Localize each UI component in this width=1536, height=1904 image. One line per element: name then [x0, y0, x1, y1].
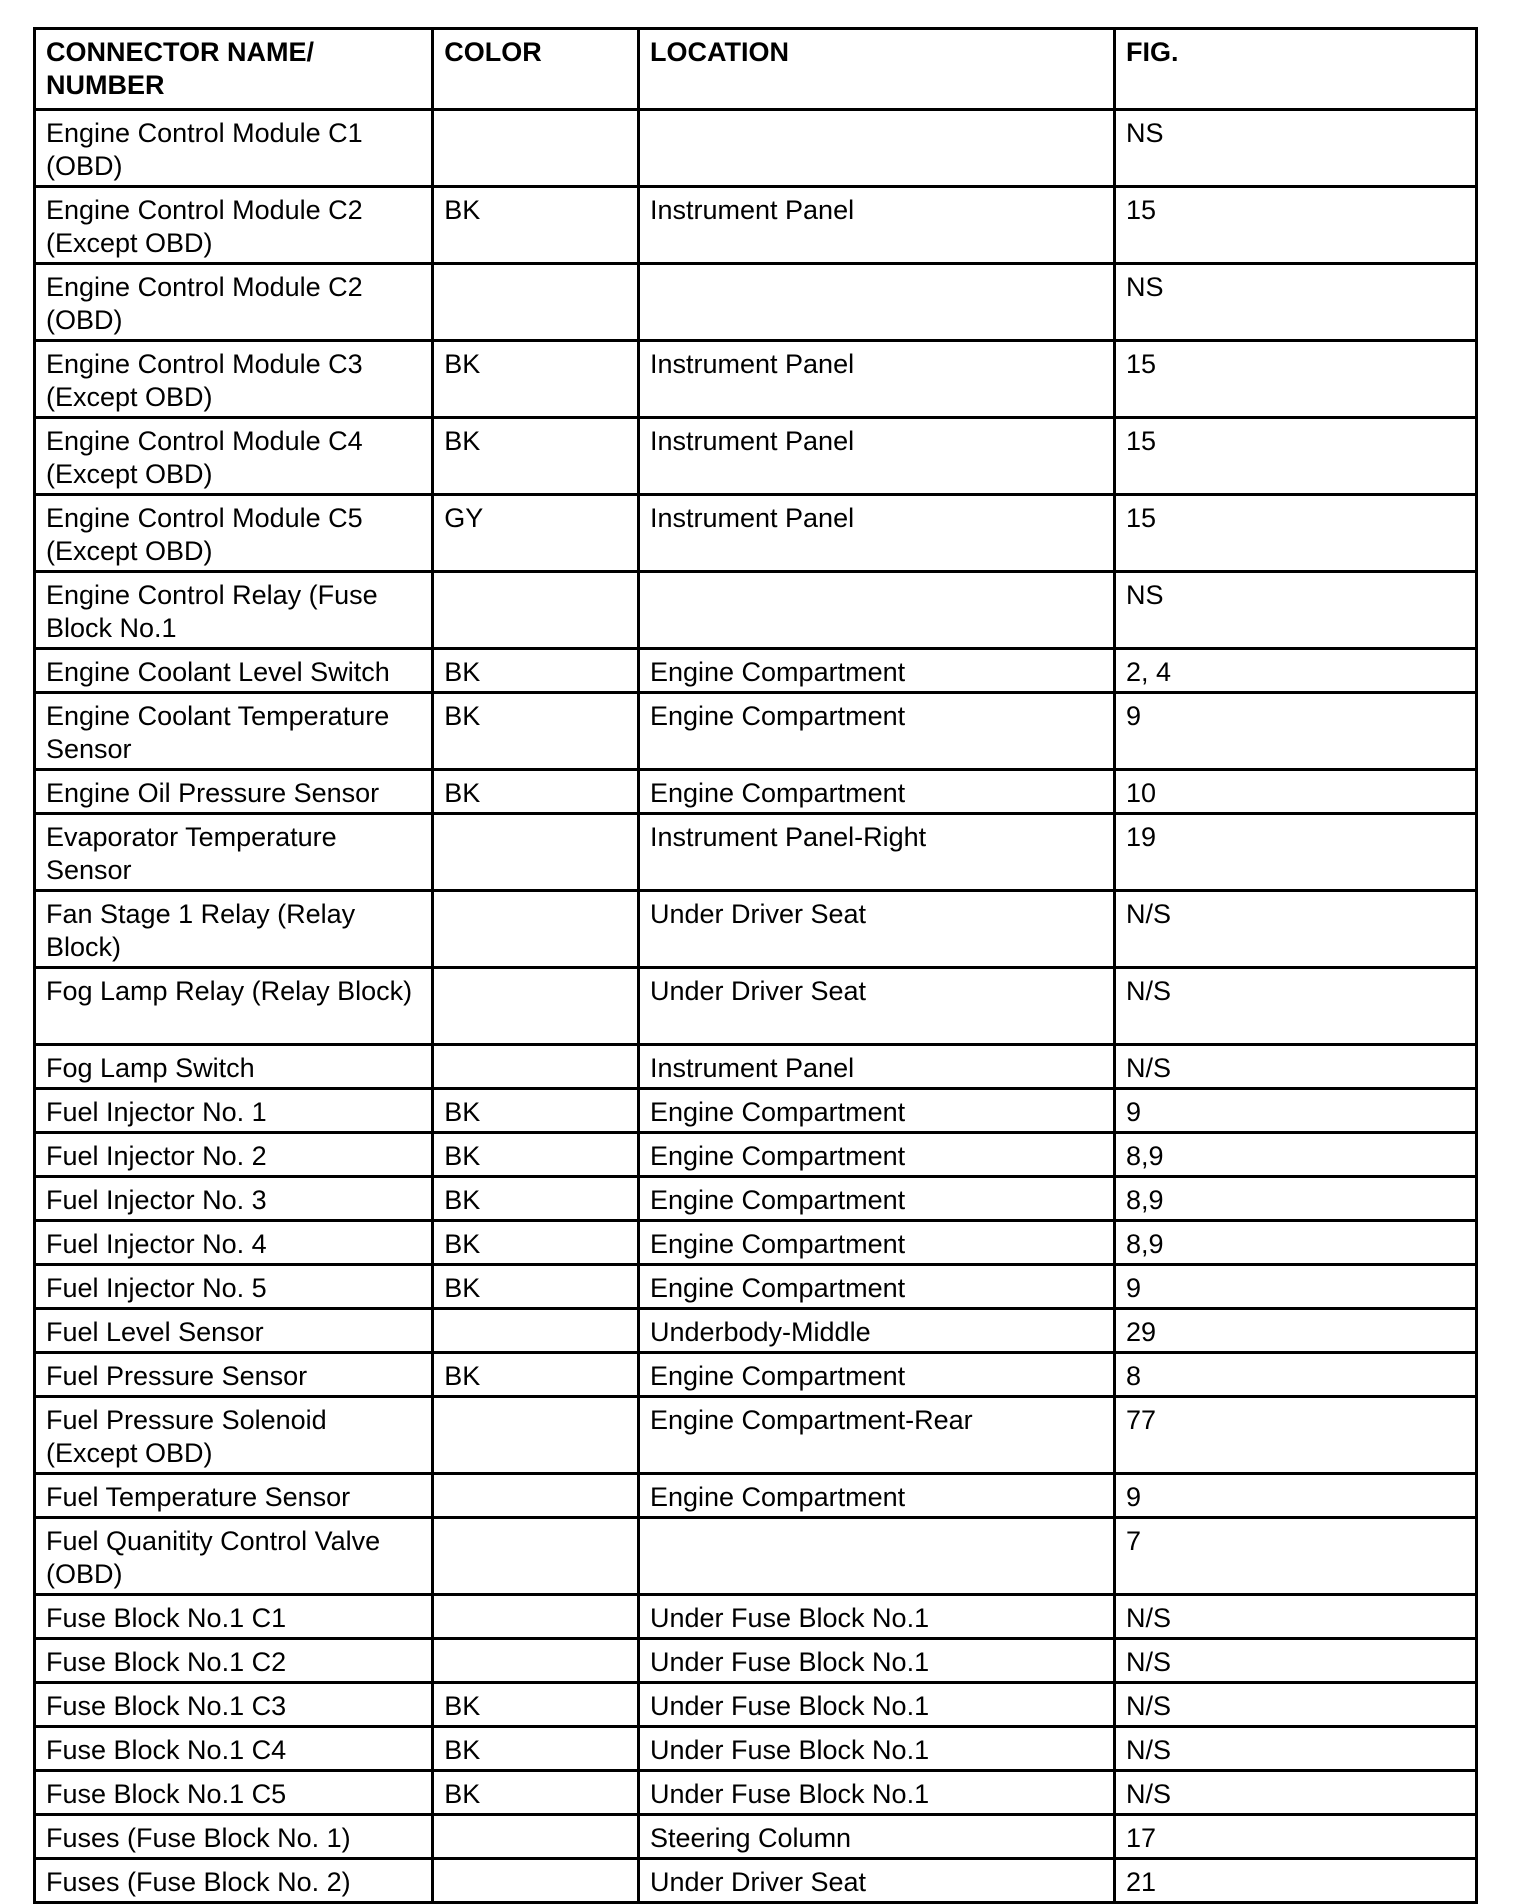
- cell-location: [638, 572, 1114, 649]
- cell-color: BK: [433, 1221, 639, 1265]
- table-row: [35, 968, 1477, 1045]
- cell-connector-name: Fuse Block No.1 C1: [35, 1595, 433, 1639]
- cell-color: [433, 968, 639, 1045]
- cell-color: [433, 264, 639, 341]
- cell-location: Under Fuse Block No.1: [638, 1771, 1114, 1815]
- cell-fig: 15: [1114, 418, 1476, 495]
- cell-color: BK: [433, 1353, 639, 1397]
- table-row: [35, 1639, 1477, 1683]
- cell-connector-name: Fog Lamp Relay (Relay Block): [35, 968, 433, 1045]
- cell-connector-name: Engine Control Module C1 (OBD): [35, 110, 433, 187]
- table-row: [35, 1859, 1477, 1903]
- cell-connector-name: Engine Control Module C3 (Except OBD): [35, 341, 433, 418]
- cell-color: BK: [433, 649, 639, 693]
- table-row: [35, 495, 1477, 572]
- cell-location: Engine Compartment-Rear: [638, 1397, 1114, 1474]
- cell-location: Under Fuse Block No.1: [638, 1727, 1114, 1771]
- cell-color: BK: [433, 693, 639, 770]
- table-row: [35, 693, 1477, 770]
- cell-connector-name: Engine Control Module C2 (OBD): [35, 264, 433, 341]
- cell-connector-name: Fan Stage 1 Relay (Relay Block): [35, 891, 433, 968]
- cell-connector-name: Fuse Block No.1 C3: [35, 1683, 433, 1727]
- cell-color: BK: [433, 1683, 639, 1727]
- cell-location: [638, 1518, 1114, 1595]
- cell-fig: 9: [1114, 1089, 1476, 1133]
- cell-connector-name: Engine Control Relay (Fuse Block No.1: [35, 572, 433, 649]
- cell-fig: NS: [1114, 264, 1476, 341]
- cell-color: [433, 110, 639, 187]
- cell-fig: 15: [1114, 187, 1476, 264]
- cell-connector-name: Fuel Level Sensor: [35, 1309, 433, 1353]
- header-color: COLOR: [433, 29, 639, 110]
- cell-color: [433, 814, 639, 891]
- table-row: [35, 1089, 1477, 1133]
- cell-fig: N/S: [1114, 1595, 1476, 1639]
- cell-location: Under Fuse Block No.1: [638, 1595, 1114, 1639]
- table-row: [35, 418, 1477, 495]
- table-row: [35, 572, 1477, 649]
- cell-location: Instrument Panel: [638, 187, 1114, 264]
- cell-color: [433, 1045, 639, 1089]
- cell-fig: 29: [1114, 1309, 1476, 1353]
- table-row: [35, 891, 1477, 968]
- cell-color: [433, 572, 639, 649]
- table-row: [35, 1221, 1477, 1265]
- cell-connector-name: Fuel Pressure Solenoid (Except OBD): [35, 1397, 433, 1474]
- cell-connector-name: Fuel Injector No. 4: [35, 1221, 433, 1265]
- cell-fig: N/S: [1114, 1683, 1476, 1727]
- cell-fig: 9: [1114, 693, 1476, 770]
- table-row: [35, 1815, 1477, 1859]
- cell-location: Under Fuse Block No.1: [638, 1639, 1114, 1683]
- cell-connector-name: Fuel Quanitity Control Valve (OBD): [35, 1518, 433, 1595]
- cell-location: Instrument Panel: [638, 341, 1114, 418]
- cell-location: Engine Compartment: [638, 1221, 1114, 1265]
- table-row: [35, 1353, 1477, 1397]
- cell-connector-name: Fuel Temperature Sensor: [35, 1474, 433, 1518]
- header-row: [35, 29, 1477, 110]
- table-row: [35, 770, 1477, 814]
- cell-location: Instrument Panel: [638, 1045, 1114, 1089]
- cell-color: [433, 891, 639, 968]
- cell-location: Under Driver Seat: [638, 891, 1114, 968]
- connector-table: [33, 27, 1478, 1904]
- cell-fig: 8: [1114, 1353, 1476, 1397]
- cell-connector-name: Fuel Injector No. 2: [35, 1133, 433, 1177]
- cell-color: BK: [433, 1771, 639, 1815]
- cell-color: BK: [433, 341, 639, 418]
- cell-color: BK: [433, 1177, 639, 1221]
- cell-connector-name: Fog Lamp Switch: [35, 1045, 433, 1089]
- cell-location: Engine Compartment: [638, 1133, 1114, 1177]
- cell-fig: NS: [1114, 572, 1476, 649]
- table-row: [35, 1727, 1477, 1771]
- cell-connector-name: Fuses (Fuse Block No. 1): [35, 1815, 433, 1859]
- cell-location: Engine Compartment: [638, 693, 1114, 770]
- cell-connector-name: Engine Coolant Temperature Sensor: [35, 693, 433, 770]
- table-row: [35, 1518, 1477, 1595]
- cell-color: BK: [433, 1265, 639, 1309]
- cell-color: BK: [433, 770, 639, 814]
- table-row: [35, 1771, 1477, 1815]
- cell-location: Engine Compartment: [638, 1177, 1114, 1221]
- cell-location: Engine Compartment: [638, 1353, 1114, 1397]
- cell-fig: NS: [1114, 110, 1476, 187]
- cell-location: Engine Compartment: [638, 649, 1114, 693]
- cell-color: [433, 1639, 639, 1683]
- cell-fig: N/S: [1114, 1727, 1476, 1771]
- table-row: [35, 1474, 1477, 1518]
- cell-color: GY: [433, 495, 639, 572]
- cell-location: [638, 264, 1114, 341]
- cell-fig: 77: [1114, 1397, 1476, 1474]
- table-row: [35, 1397, 1477, 1474]
- table-row: [35, 649, 1477, 693]
- table-row: [35, 1177, 1477, 1221]
- cell-connector-name: Fuel Injector No. 5: [35, 1265, 433, 1309]
- cell-location: [638, 110, 1114, 187]
- cell-color: BK: [433, 1727, 639, 1771]
- cell-color: BK: [433, 1133, 639, 1177]
- cell-color: BK: [433, 1089, 639, 1133]
- cell-fig: N/S: [1114, 968, 1476, 1045]
- cell-fig: 10: [1114, 770, 1476, 814]
- cell-connector-name: Fuse Block No.1 C4: [35, 1727, 433, 1771]
- table-row: [35, 110, 1477, 187]
- cell-location: Engine Compartment: [638, 770, 1114, 814]
- cell-location: Instrument Panel-Right: [638, 814, 1114, 891]
- cell-fig: 2, 4: [1114, 649, 1476, 693]
- cell-color: [433, 1309, 639, 1353]
- cell-fig: 8,9: [1114, 1221, 1476, 1265]
- table-row: [35, 1133, 1477, 1177]
- cell-color: [433, 1397, 639, 1474]
- cell-fig: 15: [1114, 341, 1476, 418]
- table-row: [35, 187, 1477, 264]
- cell-connector-name: Fuel Injector No. 3: [35, 1177, 433, 1221]
- cell-fig: N/S: [1114, 1639, 1476, 1683]
- cell-location: Under Driver Seat: [638, 968, 1114, 1045]
- cell-color: BK: [433, 418, 639, 495]
- cell-color: [433, 1518, 639, 1595]
- cell-fig: 19: [1114, 814, 1476, 891]
- header-connector-name: CONNECTOR NAME/ NUMBER: [35, 29, 433, 110]
- table-row: [35, 814, 1477, 891]
- cell-connector-name: Engine Control Module C5 (Except OBD): [35, 495, 433, 572]
- cell-connector-name: Fuse Block No.1 C5: [35, 1771, 433, 1815]
- cell-color: [433, 1859, 639, 1903]
- header-fig: FIG.: [1114, 29, 1476, 110]
- cell-connector-name: Engine Oil Pressure Sensor: [35, 770, 433, 814]
- cell-fig: 9: [1114, 1474, 1476, 1518]
- cell-fig: N/S: [1114, 1045, 1476, 1089]
- cell-fig: N/S: [1114, 1771, 1476, 1815]
- cell-connector-name: Evaporator Temperature Sensor: [35, 814, 433, 891]
- table-row: [35, 341, 1477, 418]
- table-row: [35, 1045, 1477, 1089]
- cell-fig: N/S: [1114, 891, 1476, 968]
- cell-location: Under Fuse Block No.1: [638, 1683, 1114, 1727]
- table-row: [35, 1683, 1477, 1727]
- table-row: [35, 1265, 1477, 1309]
- cell-connector-name: Fuel Injector No. 1: [35, 1089, 433, 1133]
- header-location: LOCATION: [638, 29, 1114, 110]
- cell-location: Under Driver Seat: [638, 1859, 1114, 1903]
- cell-connector-name: Engine Control Module C2 (Except OBD): [35, 187, 433, 264]
- cell-connector-name: Engine Coolant Level Switch: [35, 649, 433, 693]
- cell-location: Instrument Panel: [638, 495, 1114, 572]
- table-row: [35, 1595, 1477, 1639]
- cell-location: Underbody-Middle: [638, 1309, 1114, 1353]
- cell-connector-name: Fuses (Fuse Block No. 2): [35, 1859, 433, 1903]
- cell-location: Instrument Panel: [638, 418, 1114, 495]
- cell-location: Engine Compartment: [638, 1089, 1114, 1133]
- cell-color: [433, 1595, 639, 1639]
- cell-connector-name: Engine Control Module C4 (Except OBD): [35, 418, 433, 495]
- cell-location: Engine Compartment: [638, 1265, 1114, 1309]
- cell-fig: 21: [1114, 1859, 1476, 1903]
- table-row: [35, 264, 1477, 341]
- cell-location: Engine Compartment: [638, 1474, 1114, 1518]
- cell-connector-name: Fuse Block No.1 C2: [35, 1639, 433, 1683]
- cell-location: Steering Column: [638, 1815, 1114, 1859]
- cell-fig: 9: [1114, 1265, 1476, 1309]
- cell-color: [433, 1815, 639, 1859]
- cell-fig: 8,9: [1114, 1133, 1476, 1177]
- cell-fig: 17: [1114, 1815, 1476, 1859]
- cell-fig: 7: [1114, 1518, 1476, 1595]
- cell-fig: 8,9: [1114, 1177, 1476, 1221]
- cell-connector-name: Fuel Pressure Sensor: [35, 1353, 433, 1397]
- cell-color: BK: [433, 187, 639, 264]
- cell-color: [433, 1474, 639, 1518]
- table-row: [35, 1309, 1477, 1353]
- cell-fig: 15: [1114, 495, 1476, 572]
